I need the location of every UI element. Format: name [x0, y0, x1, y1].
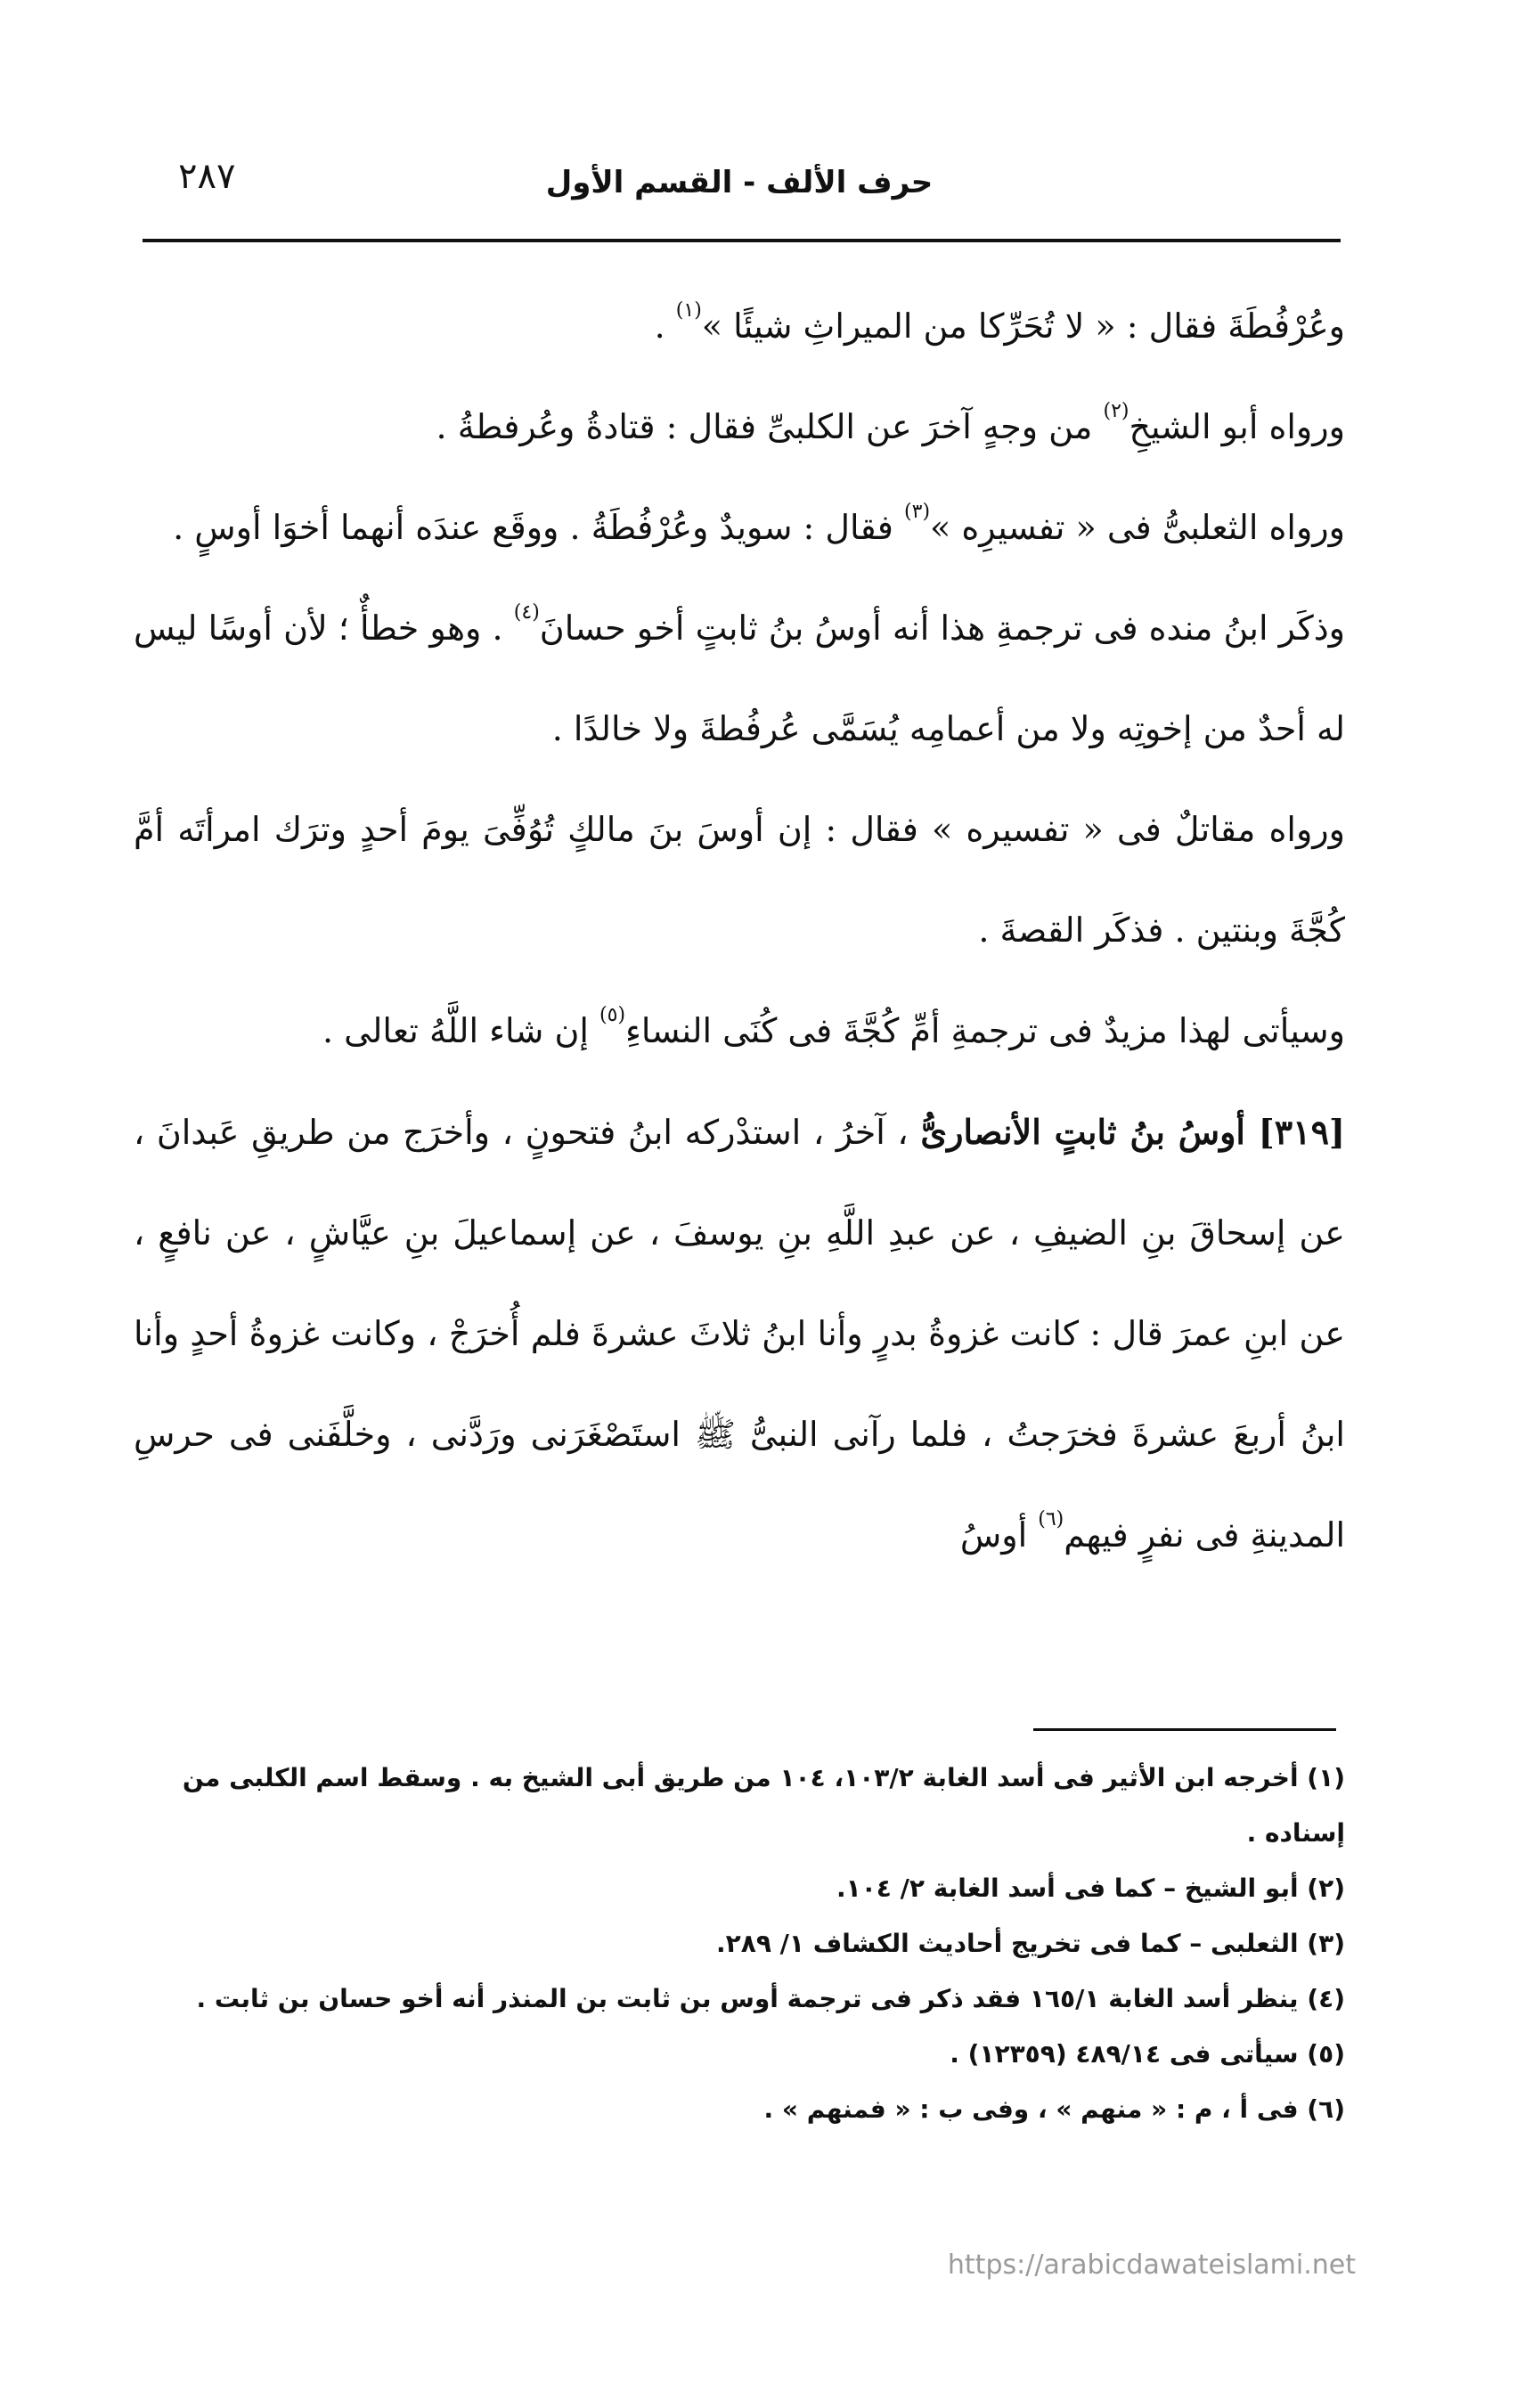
footnote-ref-5: (٥): [599, 1004, 626, 1026]
footnote-ref-4: (٤): [513, 601, 540, 624]
footnote-ref-1: (١): [675, 299, 702, 322]
running-title: حرف الألف - القسم الأول: [545, 165, 934, 200]
footnote-6: (٦) فى أ ، م : « منهم » ، وفى ب : « فمنهم » .: [763, 2094, 1345, 2124]
paragraph-3: ورواه الثعلبىُّ فى « تفسيرِه »$^{(٣)}$ فقال : سويدٌ وعُرْفُطَةُ . ووقَع عندَه أنهما أخوَا أوسٍ .: [173, 501, 1345, 547]
entry-heading: [٣١٩] أوسُ بنُ ثابتٍ الأنصارىُّ: [920, 1112, 1345, 1152]
paragraph-6: وسيأتى لهذا مزيدٌ فى ترجمةِ أمِّ كُجَّةَ فى كُنَى النساءِ$^{(٥)}$ إن شاء اللَّهُ تعالى .: [322, 1004, 1345, 1050]
footnotes: [134, 1751, 1345, 2137]
footnote-4: (٤) ينظر أسد الغابة ١٦٥/١ فقد ذكر فى ترجمة أوس بن ثابت بن المنذر أنه أخو حسان بن ثابت .: [196, 1984, 1345, 2013]
footnote-5: (٥) سيأتى فى ٤٨٩/١٤ (١٢٣٥٩) .: [950, 2039, 1345, 2069]
footnote-3: (٣) الثعلبى – كما فى تخريج أحاديث الكشاف ١/ ٢٨٩.: [716, 1929, 1345, 1958]
main-text: [134, 276, 1345, 1586]
page-header: [143, 156, 1336, 218]
footnote-2: (٢) أبو الشيخ – كما فى أسد الغابة ٢/ ١٠٤.: [836, 1873, 1345, 1903]
footnote-rule: [1033, 1728, 1336, 1731]
paragraph-1: وعُرْفُطَةَ فقال : « لا تُحَرِّكا من الميراثِ شيئًا »$^{(١)}$ .: [654, 299, 1345, 346]
watermark-url: https://arabicdawateislami.net: [947, 2249, 1356, 2281]
footnote-ref-6: (٦): [1038, 1508, 1064, 1531]
footnote-ref-3: (٣): [904, 501, 931, 523]
paragraph-2: ورواه أبو الشيخِ$^{(٢)}$ من وجهٍ آخرَ عن الكلبىِّ فقال : قتادةُ وعُرفطةُ .: [436, 400, 1345, 446]
paragraph-4: وذكَر ابنُ منده فى ترجمةِ هذا أنه أوسُ بنُ ثابتٍ أخو حسانَ$^{(٤)}$ . وهو خطأٌ ؛ لأن أوسًا ليس له أحدٌ من إخوتِه ولا من أعمامِه يُسَمَّى عُرفُطةَ ولا خالدًا .: [134, 601, 1345, 748]
header-rule: [143, 239, 1341, 242]
page-number: ٢٨٧: [178, 156, 236, 197]
paragraph-7: [٣١٩] أوسُ بنُ ثابتٍ الأنصارىُّ ، آخرُ ، استدْركه ابنُ فتحونٍ ، وأخرَج من طريقِ عَبدانَ ، عن إسحاقَ بنِ الضيفِ ، عن عبدِ اللَّهِ بنِ يوسفَ ، عن إسماعيلَ بنِ عيَّاشٍ ، عن نافعٍ ، عن ابنِ عمرَ قال : كانت غزوةُ بدرٍ وأنا ابنُ ثلاثَ عشرةَ فلم أُخرَجْ ، وكانت غزوةُ أحدٍ وأنا ابنُ أربعَ عشرةَ فخرَجتُ ، فلما رآنى النبىُّ ﷺ استَصْغَرَنى ورَدَّنى ، وخلَّفَنى فى حرسِ المدينةِ فى نفرٍ فيهم$^{(٦)}$ أوسُ: [134, 1112, 1345, 1555]
footnote-1: (١) أخرجه ابن الأثير فى أسد الغابة ١٠٣/٢، ١٠٤ من طريق أبى الشيخ به . وسقط اسم الكلبى من إسناده .: [182, 1763, 1345, 1848]
footnote-ref-2: (٢): [1103, 400, 1129, 422]
paragraph-5: ورواه مقاتلٌ فى « تفسيره » فقال : إن أوسَ بنَ مالكٍ تُوُفِّىَ يومَ أحدٍ وترَك امرأتَه أمَّ كُجَّةَ وبنتين . فذكَر القصةَ .: [134, 810, 1345, 950]
